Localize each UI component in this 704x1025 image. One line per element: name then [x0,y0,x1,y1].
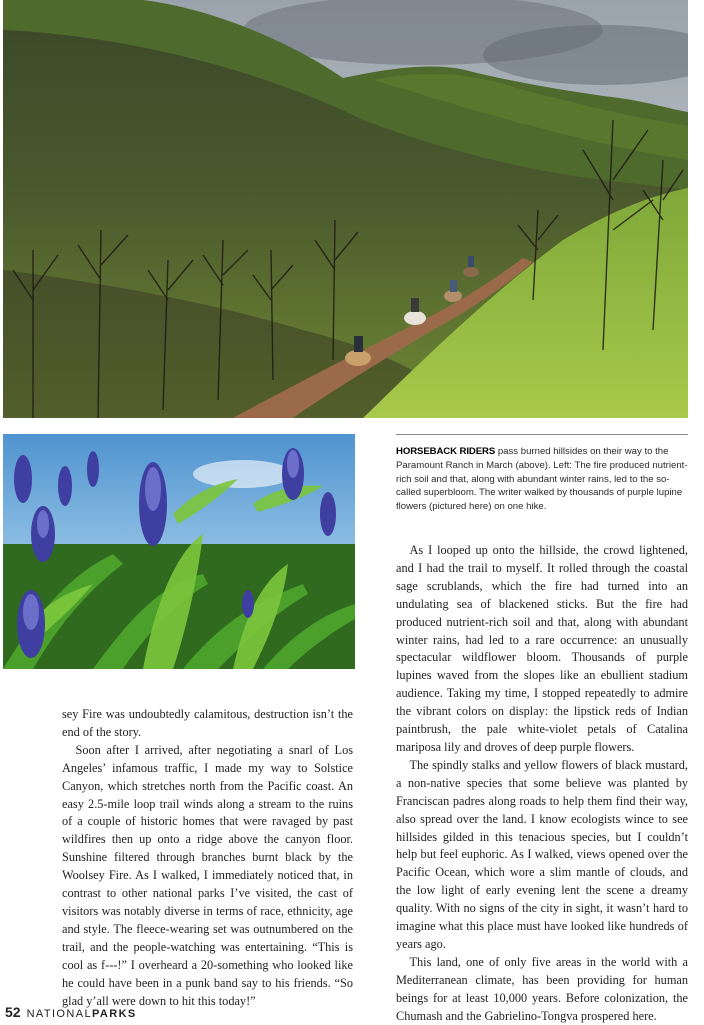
article-paragraph: As I looped up onto the hillside, the crowd lightened, and I had the trail to myself. It rolled through the coastal sage scrublands, which the fire had turned into an undulating sea of blackened sticks. But the fire had produced nutrient-rich soil and that, along with abundant winter rains, had led to a rare occurrence: an unusually spectacular wildflower bloom. Thousands of purple lupines waved from the slopes like an ebullient stadium audience. Taking my time, I stopped repeatedly to admire the vibrant colors on display: the lipstick reds of Indian paintbrush, the pale white-violet petals of Catalina mariposa lily and droves of deep purple flowers. [396,543,688,754]
lupine-flowers-photo [3,434,355,669]
caption-text: pass burned hillsides on their way to the Paramount Ranch in March (above). Left: The fire produced nutrient-rich soil and that, along with abundant winter rains, led to the so-called superbloom. The writer walked by thousands of purple lupine flowers (pictured here) on one hike. [396,446,688,513]
hero-photo-illustration [3,0,688,418]
photo-caption [396,445,688,514]
publication-name-first: NATIONAL [26,1008,92,1020]
article-left-column [62,706,353,1010]
hero-photo-horseback-riders [3,0,688,418]
article-paragraph: This land, one of only five areas in the world with a Mediterranean climate, has been providing for human beings for at least 10,000 years. Before colonization, the Chumash and the Gabrielino-Tongva prospered here. [396,954,688,1023]
caption-divider [396,434,688,435]
article-right-column [396,542,688,1025]
page-folio [5,1004,137,1020]
caption-lead: HORSEBACK RIDERS [396,446,496,457]
article-paragraph: Soon after I arrived, after negotiating a snarl of Los Angeles’ infamous traffic, I made my way to Solstice Canyon, which stretches north from the Pacific coast. An easy 2.5-mile loop trail winds along a stream to the ruins of a couple of historic homes that were ravaged by past wildfires then up onto a ridge above the canyon floor. Sunshine filtered through branches burnt black by the Woolsey Fire. As I walked, I immediately noticed that, in contrast to other national parks I’ve visited, the cast of visitors was notably diverse in terms of race, ethnicity, age and style. The fleece-wearing set was outnumbered on the trail, and the people-watching was entertaining. “This is cool as f---!” I overheard a 20-something who looked like he could have been in a punk band say to his friends. “So glad y’all were down to hit this today!” [62,742,353,1008]
publication-name-second: PARKS [91,1008,137,1020]
page-number: 52 [5,1004,21,1020]
article-paragraph: sey Fire was undoubtedly calamitous, destruction isn’t the end of the story. [62,707,353,739]
lupine-photo-illustration [3,434,355,669]
article-paragraph: The spindly stalks and yellow flowers of black mustard, a non-native species that some believe was planted by Franciscan padres along roads to help them find their way, also spread over the land. I know ecologists wince to see hillsides gilded in this tenacious species, but I couldn’t help but feel euphoric. As I walked, views opened over the Pacific Ocean, which wore a slim mantle of clouds, and the low light of early evening lent the scene a dreamy quality. With no signs of the city in sight, it wasn’t hard to imagine what this place must have looked like hundreds of years ago. [396,757,688,951]
